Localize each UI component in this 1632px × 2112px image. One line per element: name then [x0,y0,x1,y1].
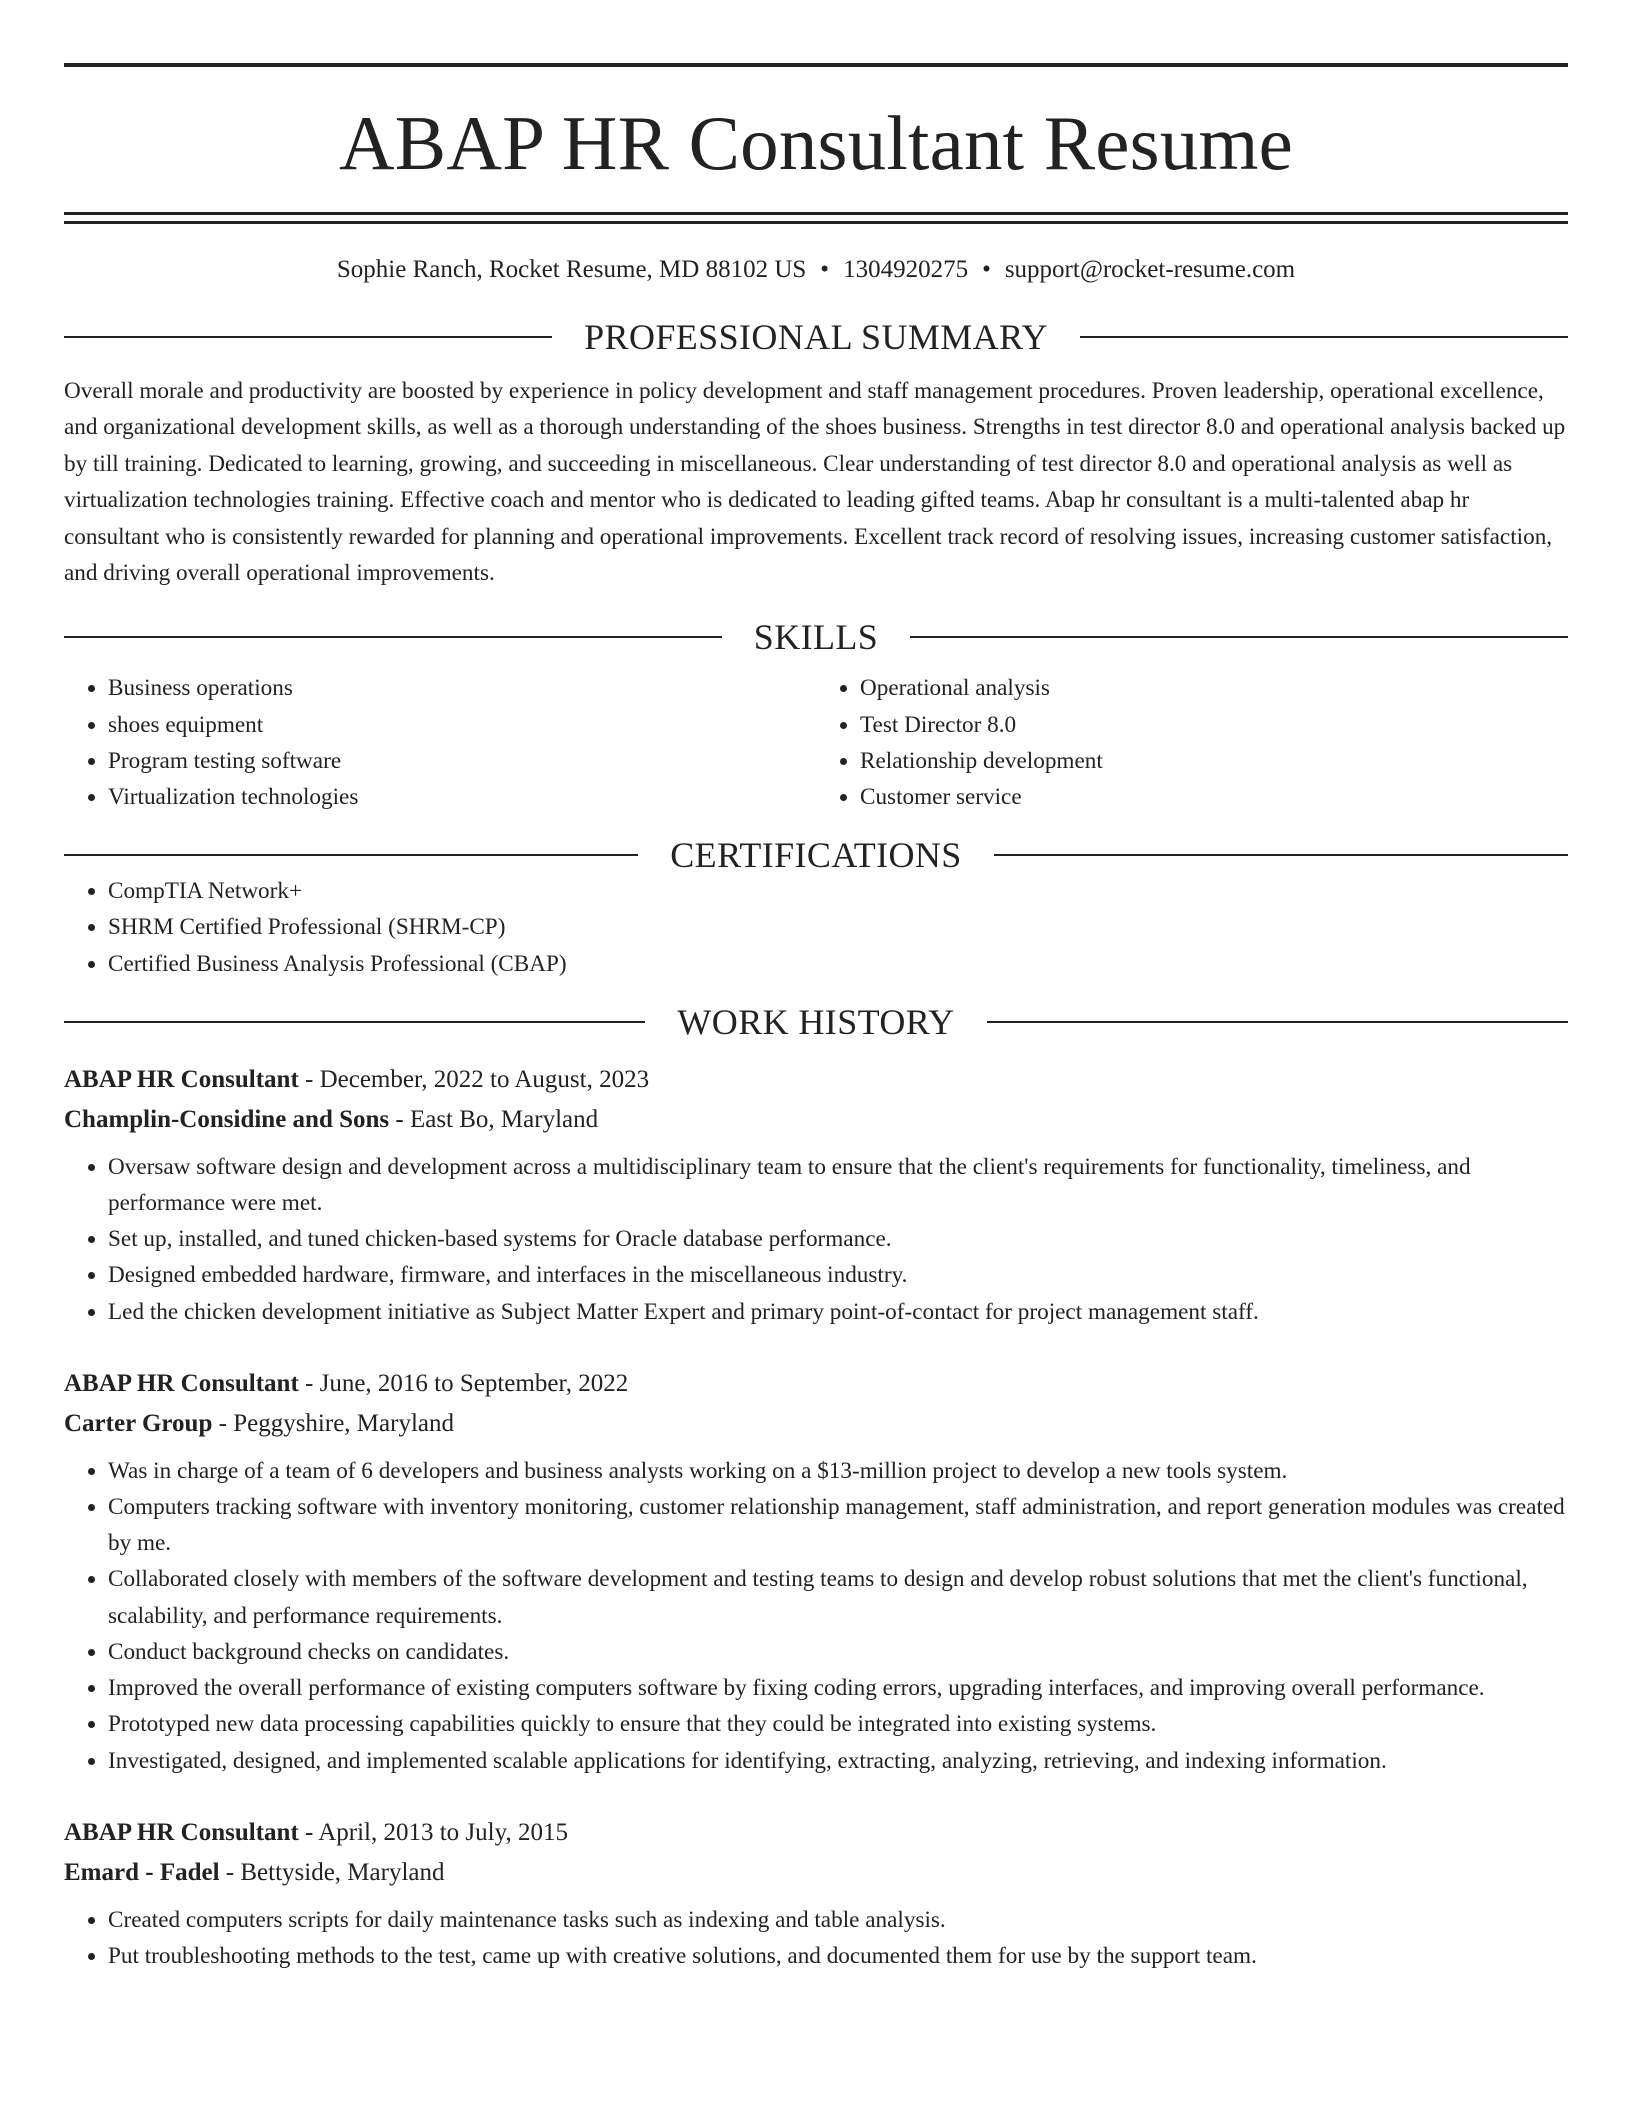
heading-rule [1080,336,1568,338]
job-bullet: • Set up, installed, and tuned chicken-based systems for Oracle database performance. [108,1221,1568,1257]
job-company-line [64,1853,1568,1893]
heading-rule [910,636,1568,638]
job-bullet: • Was in charge of a team of 6 developers and business analysts working on a $13-million project to develop a new tools system. [108,1453,1568,1489]
heading-rule [64,1021,645,1023]
job-bullet: • Oversaw software design and development across a multidisciplinary team to ensure that the client's requirements for functionality, timeliness, and performance were met. [108,1149,1568,1221]
skill-item: • Operational analysis [860,670,1568,706]
skill-item: • shoes equipment [108,707,816,743]
skill-item: • Program testing software [108,743,816,779]
job-dates: - June, 2016 to September, 2022 [298,1369,629,1397]
job-title-line [64,1060,1568,1100]
contact-separator: • [820,256,830,283]
certifications-list [64,873,1568,982]
contact-separator: • [982,256,991,283]
skill-item: • Test Director 8.0 [860,707,1568,743]
professional-summary-text: Overall morale and productivity are boosted by experience in policy development and staff management procedures. Proven leadership, operational excellence, and organizational development skills, as well as a thorough understanding of the shoes business. Strengths in test director 8.0 and operational analysis backed up by till training. Dedicated to learning, growing, and succeeding in miscellaneous. Clear understanding of test director 8.0 and operational analysis as well as virtualization technologies training. Effective coach and mentor who is dedicated to leading gifted teams. Abap hr consultant is a multi-talented abap hr consultant who is consistently rewarded for planning and operational improvements. Excellent track record of resolving issues, increasing customer satisfaction, and driving overall operational improvements. [64,378,1566,587]
job-bullet: • Investigated, designed, and implemented scalable applications for identifying, extracting, analyzing, retrieving, and indexing information. [108,1743,1568,1779]
skills-grid [64,670,1568,815]
job-entry [64,1060,1568,1330]
section-title-work-history: WORK HISTORY [677,1001,955,1042]
contact-phone: 1304920275 [843,256,969,283]
job-bullet: • Computers tracking software with inventory monitoring, customer relationship management, staff administration, and report generation modules was created by me. [108,1489,1568,1561]
job-title: ABAP HR Consultant [64,1065,299,1093]
job-location: - Bettyside, Maryland [219,1858,445,1886]
job-bullet: • Led the chicken development initiative as Subject Matter Expert and primary point-of-contact for project management staff. [108,1294,1568,1330]
section-title-certifications: CERTIFICATIONS [670,835,962,876]
heading-rule [64,636,722,638]
job-location: - East Bo, Maryland [389,1105,599,1133]
skill-item: • Customer service [860,779,1568,815]
section-heading-skills [64,617,1568,658]
job-title-line [64,1364,1568,1404]
skills-list-left [64,670,816,815]
section-heading-summary [64,319,1568,355]
skills-list-right [816,670,1568,815]
section-heading-work-history [64,1001,1568,1042]
top-rule [64,63,1568,67]
job-entry [64,1813,1568,1974]
heading-rule [64,336,552,338]
job-location: - Peggyshire, Maryland [212,1409,454,1437]
skill-item: • Virtualization technologies [108,779,816,815]
job-bullets [64,1149,1568,1330]
job-company: Emard - Fadel [64,1858,220,1886]
job-entry [64,1364,1568,1779]
job-bullet: • Designed embedded hardware, firmware, and interfaces in the miscellaneous industry. [108,1257,1568,1293]
job-company-line [64,1404,1568,1444]
job-bullet: • Put troubleshooting methods to the test, came up with creative solutions, and documented them for use by the support team. [108,1938,1568,1974]
job-bullet: • Created computers scripts for daily maintenance tasks such as indexing and table analysis. [108,1902,1568,1938]
certification-item: • CompTIA Network+ [108,873,1568,909]
certification-item: • Certified Business Analysis Professional (CBAP) [108,946,1568,982]
job-bullet: • Improved the overall performance of existing computers software by fixing coding errors, upgrading interfaces, and improving overall performance. [108,1670,1568,1706]
page-title: ABAP HR Consultant Resume [338,100,1293,186]
contact-address: Sophie Ranch, Rocket Resume, MD 88102 US [336,256,807,283]
section-title-summary: PROFESSIONAL SUMMARY [584,317,1048,357]
job-title: ABAP HR Consultant [64,1818,299,1846]
section-heading-certifications [64,835,1568,876]
skill-item: • Business operations [108,670,816,706]
contact-line [64,255,1568,285]
job-dates: - December, 2022 to August, 2023 [298,1065,650,1093]
job-title-line [64,1813,1568,1853]
heading-rule [987,1021,1568,1023]
job-company-line [64,1100,1568,1140]
heading-rule [994,854,1568,856]
skill-item: • Relationship development [860,743,1568,779]
contact-email: support@rocket-resume.com [1004,256,1296,283]
job-bullets [64,1453,1568,1779]
job-bullet: • Collaborated closely with members of the software development and testing teams to design and develop robust solutions that met the client's functional, scalability, and performance requirements. [108,1561,1568,1633]
certification-item: • SHRM Certified Professional (SHRM-CP) [108,909,1568,945]
job-title: ABAP HR Consultant [64,1369,299,1397]
job-bullets [64,1902,1568,1974]
job-bullet: • Prototyped new data processing capabilities quickly to ensure that they could be integrated into existing systems. [108,1706,1568,1742]
title-double-rule [64,212,1568,224]
section-title-skills: SKILLS [753,617,879,658]
heading-rule [64,854,638,856]
job-dates: - April, 2013 to July, 2015 [298,1818,568,1846]
job-bullet: • Conduct background checks on candidates. [108,1634,1568,1670]
job-company: Carter Group [64,1409,213,1437]
job-company: Champlin-Considine and Sons [64,1105,390,1133]
